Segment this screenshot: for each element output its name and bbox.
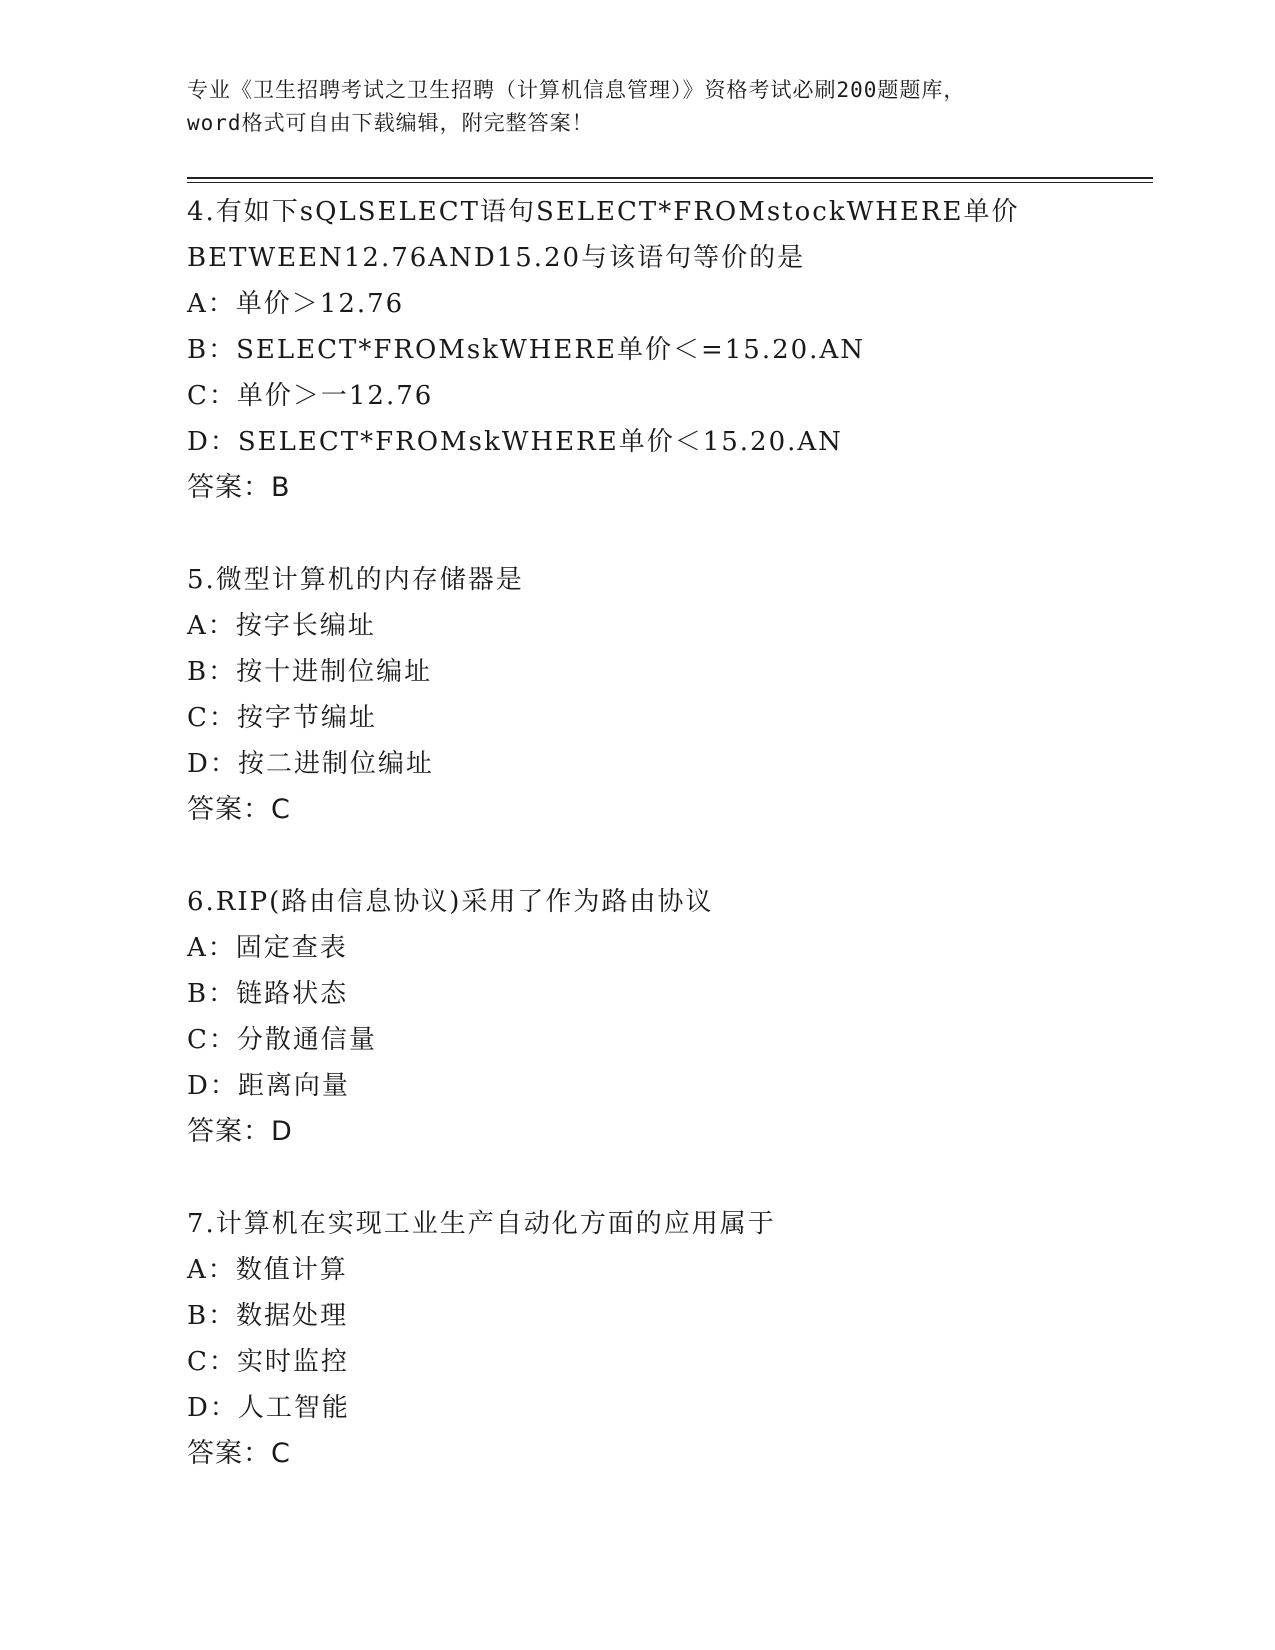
question-stem: 7.计算机在实现工业生产自动化方面的应用属于 — [187, 1209, 776, 1239]
option-a: A：按字长编址 — [187, 611, 376, 641]
question-stem-continued: BETWEEN12.76AND15.20与该语句等价的是 — [187, 243, 806, 273]
option-a: A：单价＞12.76 — [187, 289, 405, 319]
answer: 答案：D — [187, 1116, 293, 1147]
question-stem: 5.微型计算机的内存储器是 — [187, 565, 524, 595]
option-b: B：链路状态 — [187, 979, 349, 1009]
question-stem: 6.RIP(路由信息协议)采用了作为路由协议 — [187, 887, 714, 917]
option-c: C：按字节编址 — [187, 703, 377, 733]
option-a: A：固定查表 — [187, 933, 348, 963]
question-5 — [187, 557, 1147, 833]
option-d: D：距离向量 — [187, 1071, 350, 1101]
question-list — [187, 189, 1147, 1523]
option-d: D：SELECT*FROMskWHERE单价＜15.20.AN — [187, 427, 843, 457]
option-d: D：人工智能 — [187, 1393, 350, 1423]
question-stem: 4.有如下sQLSELECT语句SELECT*FROMstockWHERE单价 — [187, 197, 1020, 227]
header-line-2: word格式可自由下载编辑，附完整答案！ — [187, 111, 594, 135]
answer: 答案：B — [187, 472, 291, 503]
answer: 答案：C — [187, 1438, 291, 1469]
option-b: B：数据处理 — [187, 1301, 349, 1331]
header-divider-thin — [187, 182, 1153, 183]
option-c: C：单价＞一12.76 — [187, 381, 434, 411]
header-divider-thick — [187, 177, 1153, 179]
question-7 — [187, 1201, 1147, 1477]
option-b: B：按十进制位编址 — [187, 657, 433, 687]
answer: 答案：C — [187, 794, 291, 825]
option-d: D：按二进制位编址 — [187, 749, 434, 779]
question-4 — [187, 189, 1147, 511]
question-6 — [187, 879, 1147, 1155]
document-header — [187, 74, 1087, 140]
option-a: A：数值计算 — [187, 1255, 348, 1285]
option-c: C：分散通信量 — [187, 1025, 377, 1055]
option-b: B：SELECT*FROMskWHERE单价＜=15.20.AN — [187, 335, 865, 365]
option-c: C：实时监控 — [187, 1347, 349, 1377]
header-line-1: 专业《卫生招聘考试之卫生招聘（计算机信息管理）》资格考试必刷200题题库， — [187, 78, 966, 102]
